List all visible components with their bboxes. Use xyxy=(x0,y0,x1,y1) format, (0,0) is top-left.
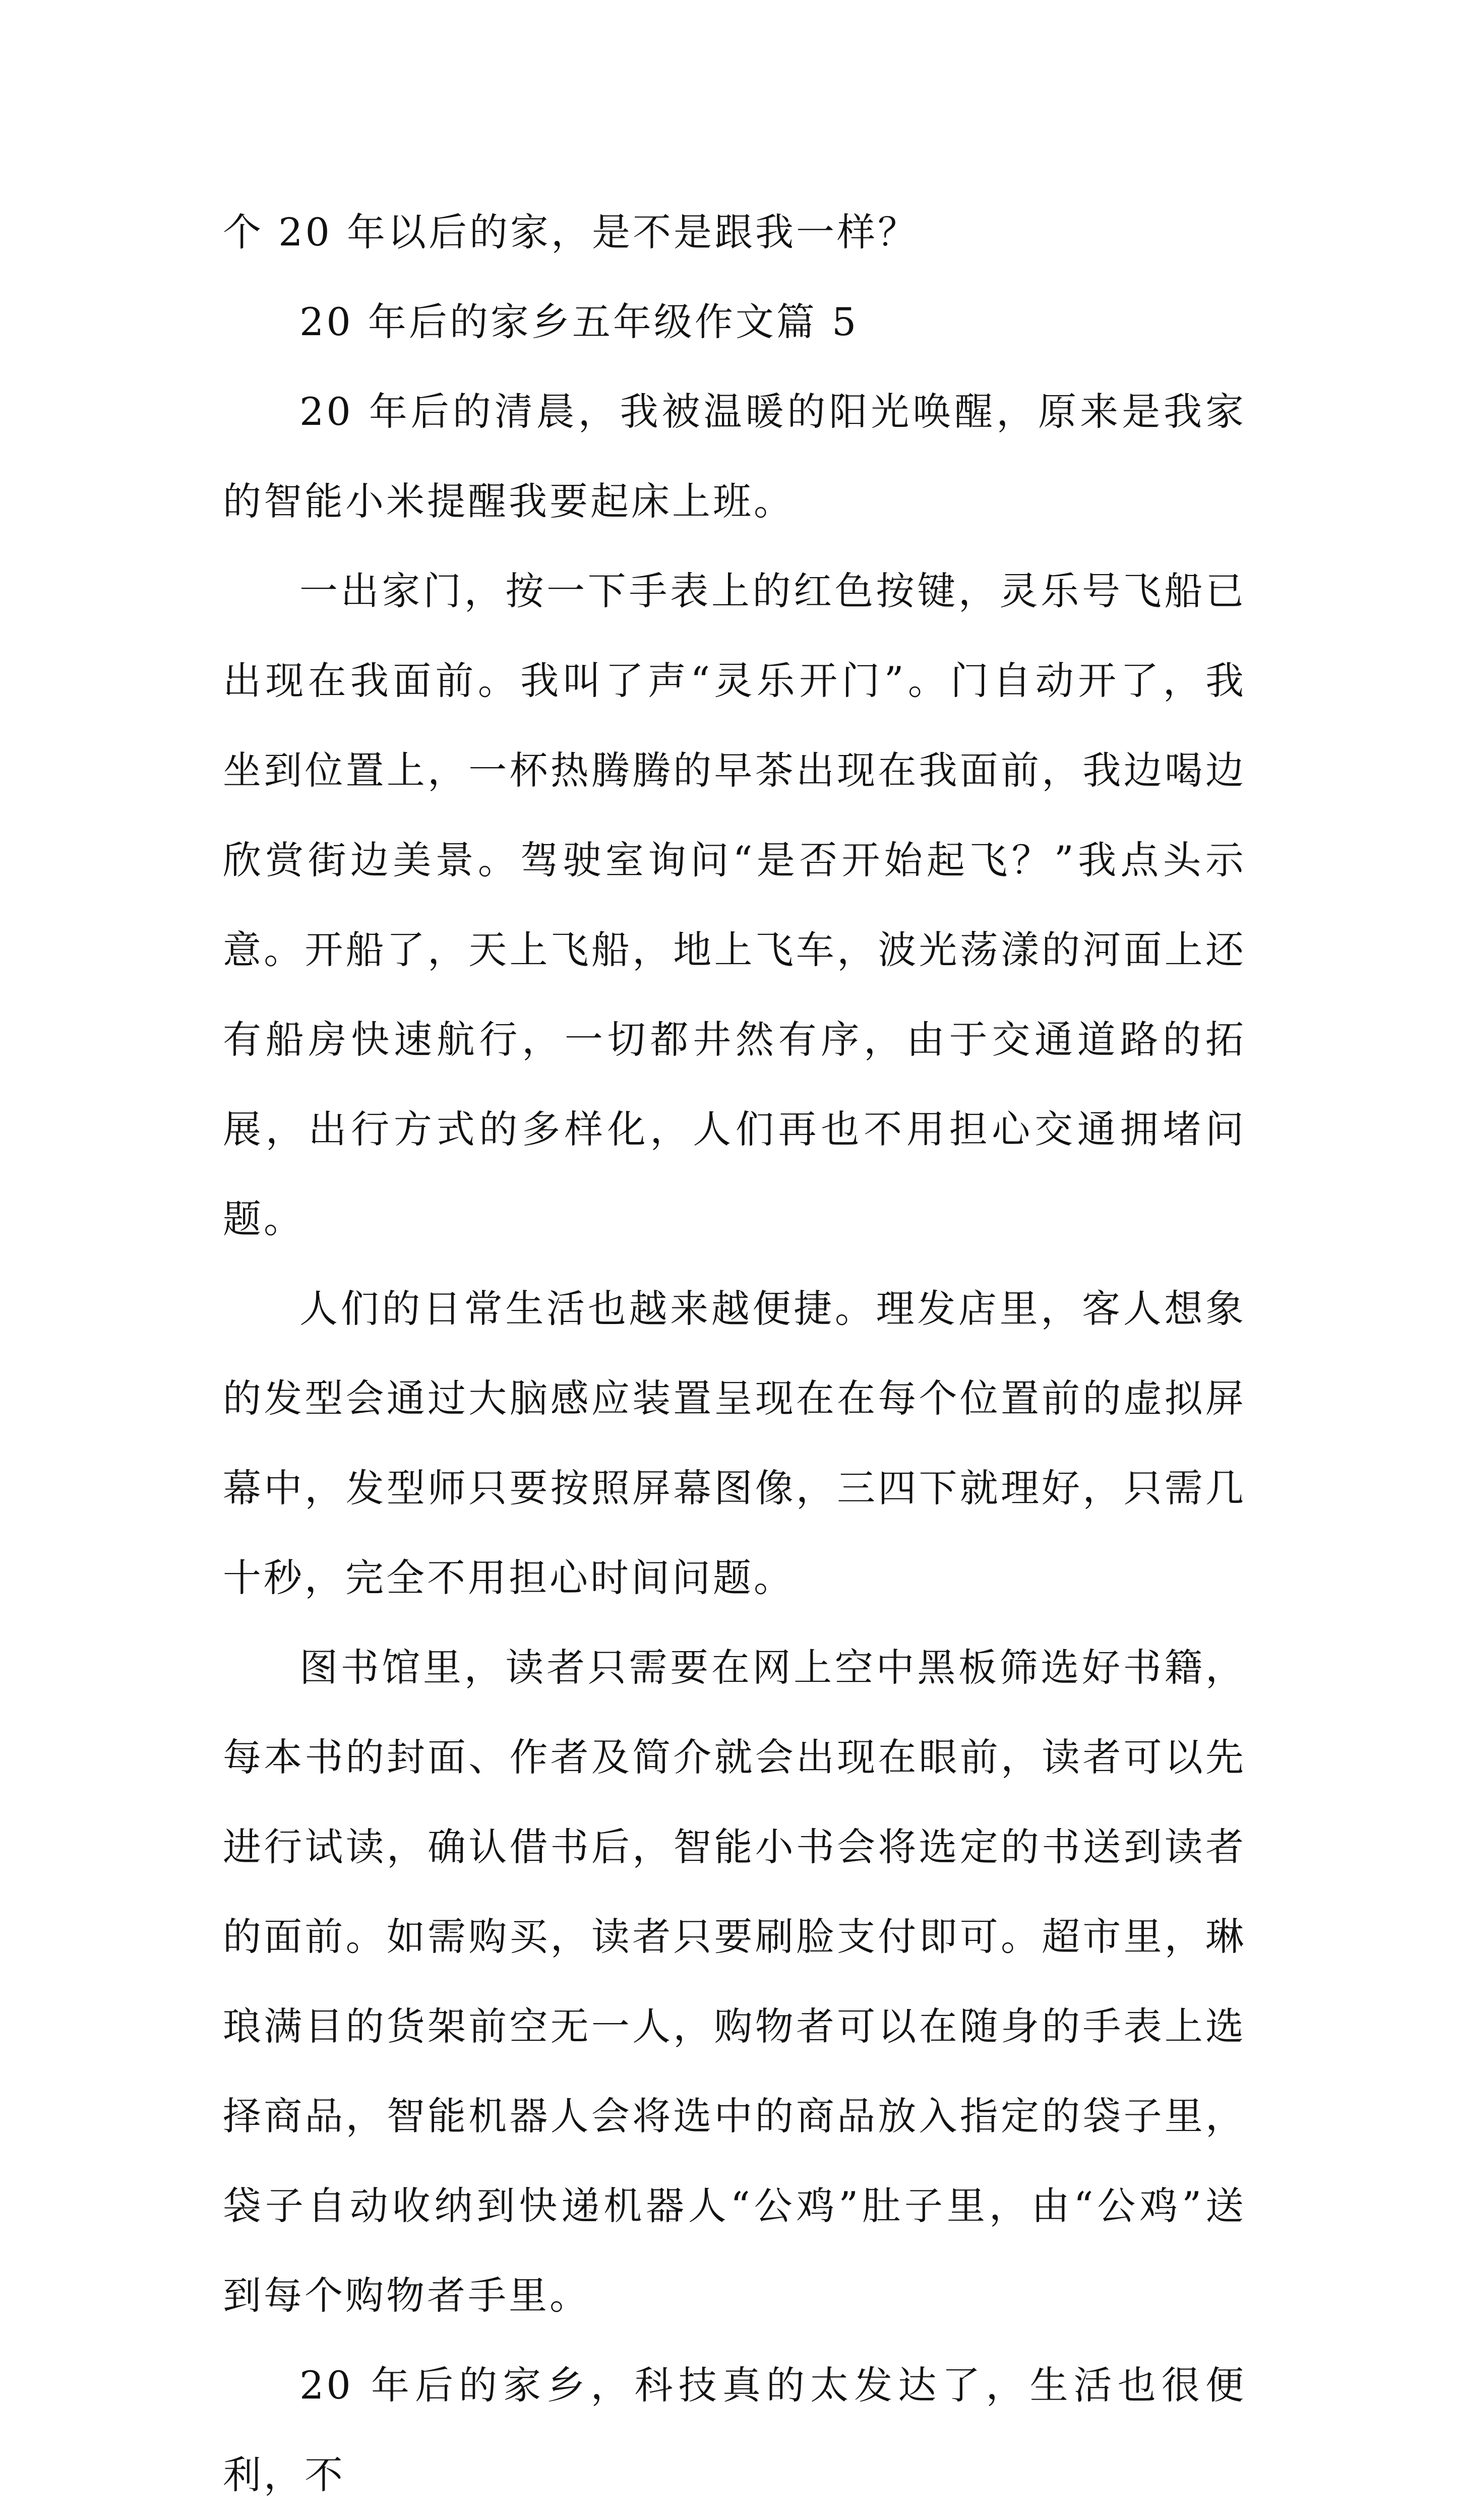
paragraph-spaceship: 一出家门，按一下手表上的红色按键，灵乐号飞船已出现在我面前。我叫了声“灵乐开门”。门自动开了，我坐到位置上，一杯热腾腾的早茶出现在我面前，我边喝边欣赏街边美景。驾驶室询问“是否开始起飞？”我点头示意。开船了，天上飞船，地上飞车，波光荡漾的河面上还有船房快速航行，一切都井然有序，由于交通道路的拓展，出行方式的多样化，人们再也不用担心交通拥堵问题。 xyxy=(223,569,1246,1241)
paragraph-library-supermarket: 图书馆里，读者只需要在网上空中黑板筛选好书籍，每本书的封面、作者及简介就会出现在眼前，读者可以先进行试读，确认借书后，智能小书会将选定的书送到读者的面前。如需购买，读者只要刷脸支付即可。超市里，琳琅满目的货架前空无一人，购物者可以在随身的手表上选择商品，智能机器人会将选中的商品放入指定的袋子里，袋子自动收纳到快递机器人“公鸡”肚子里，由“公鸡”送到每个购物者手里。 xyxy=(223,1645,1246,2318)
essay-title: 20 年后的家乡五年级作文篇 5 xyxy=(299,299,859,344)
paragraph-conclusion: 20 年后的家乡，科技真的太发达了，生活也很便利，不 xyxy=(223,2363,1246,2497)
paragraph-continued: 个 20 年以后的家，是不是跟我一样？ xyxy=(223,210,919,255)
paragraph-barbershop: 人们的日常生活也越来越便捷。理发店里，客人想象的发型会通过大脑感应装置呈现在在每个位置前的虚拟屏幕中，发型师只要按照屏幕图像，三四下就理好，只需几十秒，完全不用担心时间问题。 xyxy=(223,1286,1246,1600)
essay-body xyxy=(223,187,1246,2520)
paragraph-morning: 20 年后的清晨，我被温暖的阳光唤醒，原来是我家的智能小米提醒我要起床上班。 xyxy=(223,389,1246,524)
